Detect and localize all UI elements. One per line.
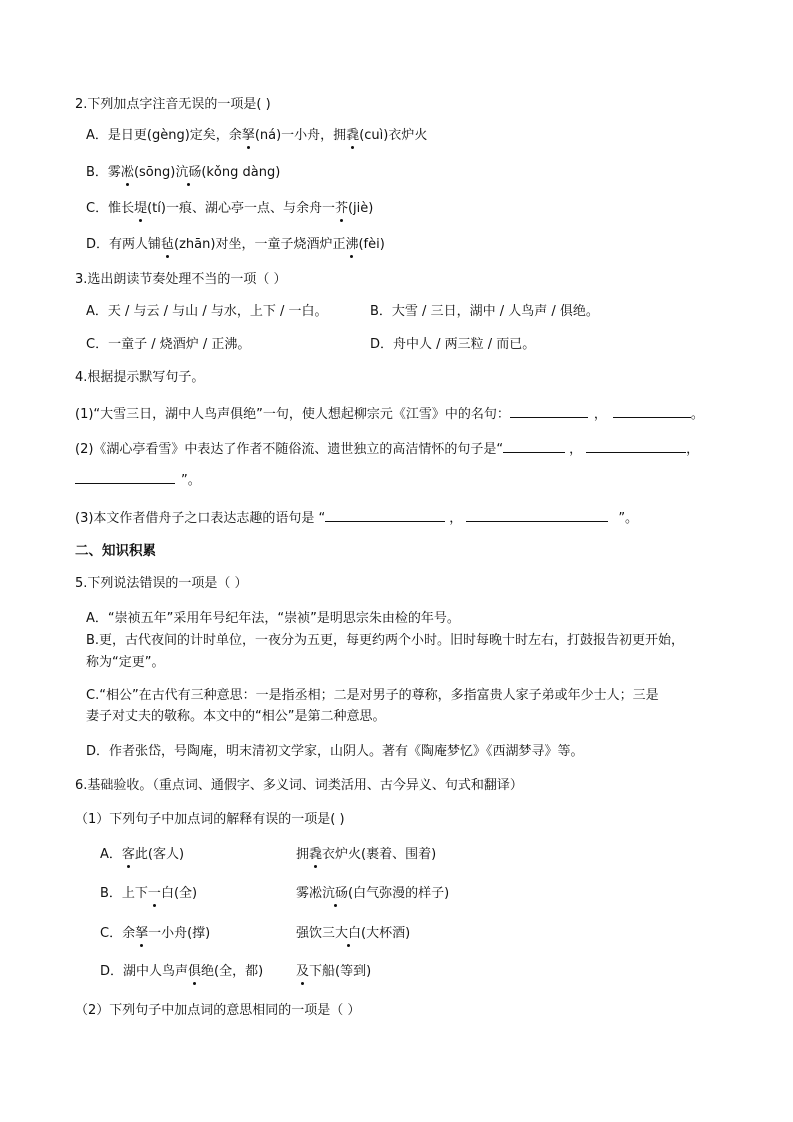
- answer-blank[interactable]: [613, 404, 691, 418]
- q3-option-c: C．一童子 / 烧酒炉 / 正沸。: [86, 337, 251, 352]
- q3-option-d: D．舟中人 / 两三粒 / 而已。: [370, 337, 536, 352]
- q3-option-b: B．大雪 / 三日，湖中 / 人鸟声 / 俱绝。: [370, 304, 599, 319]
- q3-stem: 3.选出朗读节奏处理不当的一项（ ）: [75, 272, 287, 287]
- q2-option-a: A．是日更(gèng)定矣，余拏(ná)一小舟，拥毳(cuì)衣炉火: [86, 128, 428, 143]
- q5-option-c-line1: C.“相公”在古代有三种意思：一是指丞相；二是对男子的尊称，多指富贵人家子弟或年少士人；三是: [86, 688, 659, 703]
- q5-option-a: A．“崇祯五年”采用年号纪年法，“崇祯”是明思宗朱由检的年号。: [86, 611, 460, 626]
- q2-stem: 2.下列加点字注音无误的一项是( ): [75, 97, 271, 112]
- q6-option-b-right: 雾凇沆砀(白气弥漫的样子): [296, 886, 450, 901]
- q3-option-a: A．天 / 与云 / 与山 / 与水，上下 / 一白。: [86, 304, 328, 319]
- q6-option-c-left: C．余拏一小舟(撑): [100, 926, 211, 941]
- answer-blank[interactable]: [466, 508, 608, 522]
- q6-option-d-left: D．湖中人鸟声俱绝(全，都): [100, 964, 264, 979]
- q6-option-c-right: 强饮三大白(大杯酒): [296, 926, 411, 941]
- section-heading: 二、知识积累: [75, 543, 156, 559]
- q5-option-c-line2: 妻子对丈夫的敬称。本文中的“相公”是第二种意思。: [86, 709, 386, 724]
- q6-part1-stem: （1）下列句子中加点词的解释有误的一项是( ): [75, 812, 345, 827]
- q4-item-2: (2)《湖心亭看雪》中表达了作者不随俗流、遗世独立的高洁情怀的句子是“ ， ，: [75, 439, 699, 459]
- q2-option-d: D．有两人铺毡(zhān)对坐，一童子烧酒炉正沸(fèi): [86, 237, 385, 252]
- answer-blank[interactable]: [503, 439, 565, 453]
- answer-blank[interactable]: [510, 404, 588, 418]
- q6-option-a-right: 拥毳衣炉火(裹着、围着): [296, 847, 437, 862]
- q4-item-3: (3)本文作者借舟子之口表达志趣的语句是 “ ， ”。: [75, 508, 638, 528]
- q5-option-d: D．作者张岱，号陶庵，明末清初文学家，山阴人。著有《陶庵梦忆》《西湖梦寻》等。: [86, 744, 584, 759]
- q6-option-b-left: B．上下一白(全): [100, 886, 198, 901]
- answer-blank[interactable]: [75, 470, 175, 484]
- q4-item-1: (1)“大雪三日，湖中人鸟声俱绝”一句，使人想起柳宗元《江雪》中的名句： ， 。: [75, 404, 704, 424]
- q6-option-a-left: A．客此(客人): [100, 847, 185, 862]
- q4-stem: 4.根据提示默写句子。: [75, 370, 205, 385]
- q5-option-b-line1: B.更，古代夜间的计时单位，一夜分为五更，每更约两个小时。旧时每晚十时左右，打鼓报告初更开始，: [86, 633, 685, 648]
- q4-item-2-cont: ”。: [75, 470, 201, 490]
- q5-option-b-line2: 称为“定更”。: [86, 655, 165, 670]
- q6-part2-stem: （2）下列句子中加点词的意思相同的一项是（ ）: [75, 1003, 361, 1018]
- q6-stem: 6.基础验收。（重点词、通假字、多义词、词类活用、古今异义、句式和翻译）: [75, 778, 523, 793]
- q2-option-c: C．惟长堤(tí)一痕、湖心亭一点、与余舟一芥(jiè): [86, 201, 374, 216]
- q5-stem: 5.下列说法错误的一项是（ ）: [75, 576, 248, 591]
- answer-blank[interactable]: [325, 508, 445, 522]
- q6-option-d-right: 及下船(等到): [296, 964, 372, 979]
- q2-option-b: B．雾凇(sōng)沆砀(kǒng dàng): [86, 165, 281, 180]
- answer-blank[interactable]: [586, 439, 686, 453]
